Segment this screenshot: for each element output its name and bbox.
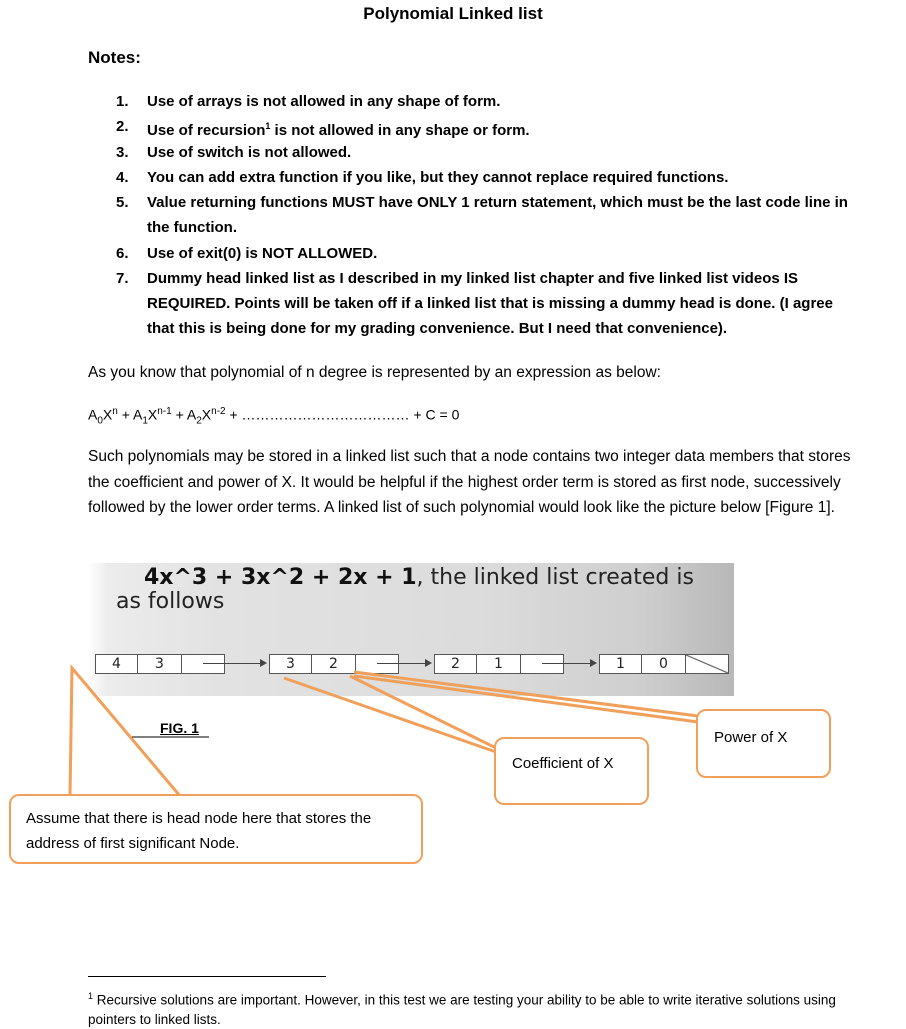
node-1-coefficient: 4 [95,654,138,674]
power-of-x-callout: Power of X [696,709,831,778]
footnote [88,987,868,1029]
note-text: Use of recursion$^1$ is not allowed in any shape or form. [147,121,530,139]
note-text: Use of switch is not allowed. [147,144,352,161]
note-number: 3. [116,144,129,161]
footnote-divider [88,976,326,977]
notes-heading: Notes: [88,48,141,67]
node-4-power: 0 [641,654,686,674]
note-text: Use of exit(0) is NOT ALLOWED. [147,245,378,262]
note-number: 4. [116,169,129,186]
note-text: You can add extra function if you like, but they cannot replace required functions. [147,169,729,186]
figure-caption: 4x^3 + 3x^2 + 2x + 1, the linked list created is as follows [116,565,694,614]
footnote-text: Recursive solutions are important. However, in this test we are testing your ability to be able to write iterative solutions using pointers to linked lists. [88,992,836,1027]
note-number: 6. [116,245,129,262]
power-callout-pointer [354,672,698,722]
note-text: Use of arrays is not allowed in any shape of form. [147,93,501,110]
coefficient-of-x-callout: Coefficient of X [494,737,649,805]
note-text: Dummy head linked list as I described in my linked list chapter and five linked list videos IS REQUIRED. Points will be taken off if a linked list that is missing a dummy head is done. (I agree that this is being done for my grading convenience. But I need that convenience). [147,270,833,337]
note-number: 5. [116,194,129,211]
note-number: 7. [116,270,129,287]
polynomial-formula: $A_0X^n + A_1X^{n-1} + A_2X^{n-2}$ + ……………………………… + C = 0 [88,406,460,427]
figure-label: FIG. 1 [160,720,199,736]
note-number: 2. [116,118,129,135]
note-number: 1. [116,93,129,110]
description-paragraph: Such polynomials may be stored in a linked list such that a node contains two integer data members that stores the coefficient and power of X. It would be helpful if the highest order term is stored as first node, successively followed by the lower order terms. A linked list of such polynomial would look like the picture below [Figure 1]. [88,448,851,516]
page-title: Polynomial Linked list [363,4,543,23]
node-2-power: 2 [311,654,356,674]
node-1-power: 3 [137,654,182,674]
node-3-power: 1 [476,654,521,674]
node-2-coefficient: 3 [269,654,312,674]
note-text: Value returning functions MUST have ONLY 1 return statement, which must be the last code line in the function. [147,194,848,236]
head-node-callout: Assume that there is head node here that stores the address of first significant Node. [9,794,423,864]
footnote-mark: 1 [88,991,94,1001]
node-3-coefficient: 2 [434,654,477,674]
footnote-reference: 1 [265,121,271,131]
intro-paragraph: As you know that polynomial of n degree is represented by an expression as below: [88,364,661,381]
node-4-coefficient: 1 [599,654,642,674]
